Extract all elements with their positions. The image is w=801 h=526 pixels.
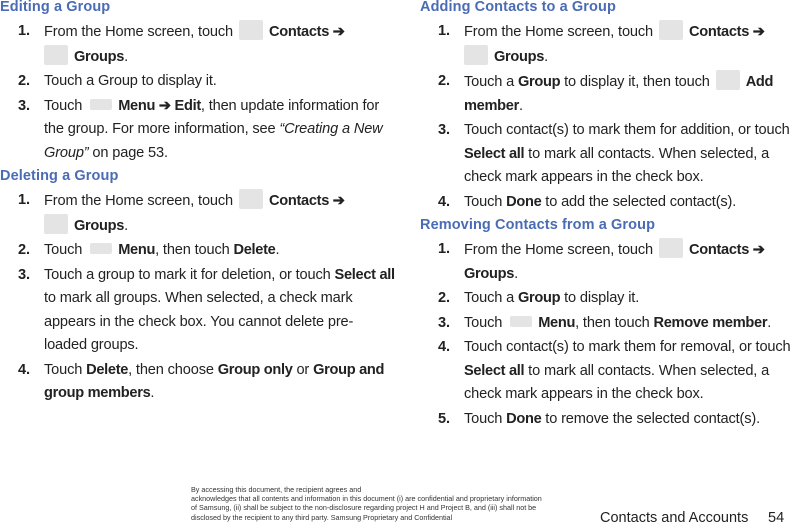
list-item bbox=[420, 312, 801, 336]
right-column bbox=[420, 0, 801, 431]
deleting-steps bbox=[0, 189, 395, 406]
step-number: 3. bbox=[438, 122, 450, 138]
contacts-app-icon bbox=[659, 238, 683, 258]
step-text: to mark all contacts. When selected, a check mark appears in the check box. bbox=[464, 145, 770, 185]
step-number: 2. bbox=[18, 73, 30, 89]
left-column bbox=[0, 0, 395, 406]
contacts-app-icon bbox=[239, 20, 263, 40]
step-text: to display it, then touch bbox=[560, 74, 710, 90]
groups-label: Groups bbox=[494, 48, 545, 65]
list-item bbox=[420, 70, 801, 118]
step-number: 1. bbox=[18, 192, 30, 208]
step-text: Touch bbox=[464, 410, 507, 427]
contacts-label: Contacts ➔ bbox=[269, 24, 345, 40]
list-item bbox=[420, 20, 801, 69]
list-item bbox=[0, 189, 395, 238]
step-text: , then touch bbox=[575, 314, 654, 331]
step-text: Touch a group to mark it for deletion, or touch bbox=[44, 266, 335, 283]
list-item bbox=[420, 408, 801, 432]
editing-group-heading: Editing a Group bbox=[0, 0, 111, 15]
step-number: 5. bbox=[438, 410, 450, 427]
step-text: on page 53. bbox=[88, 144, 168, 161]
step-text: Touch bbox=[464, 314, 503, 331]
step-text: . bbox=[275, 242, 280, 258]
done-label: Done bbox=[506, 193, 542, 210]
adding-contacts-heading: Adding Contacts to a Group bbox=[420, 0, 616, 15]
step-text: . bbox=[518, 97, 523, 114]
menu-key-icon bbox=[90, 99, 112, 110]
menu-key-icon bbox=[90, 243, 112, 254]
contacts-groups-label: Contacts ➔ Groups bbox=[464, 242, 765, 282]
removing-steps bbox=[420, 238, 801, 431]
step-number: 4. bbox=[438, 339, 450, 355]
step-text: to mark all groups. When selected, a check mark appears in the check box. You cannot delete pre-loaded groups. bbox=[44, 290, 354, 353]
select-all-label: Select all bbox=[334, 266, 395, 283]
page-number: 54 bbox=[768, 510, 785, 526]
notice-line: disclosed by the recipient to any third party. Samsung Proprietary and Confidential bbox=[191, 512, 453, 522]
step-text: . bbox=[544, 48, 548, 65]
contacts-label: Contacts ➔ bbox=[269, 193, 345, 209]
menu-label: Menu bbox=[118, 242, 156, 258]
step-text: Touch contact(s) to mark them for addition, or touch bbox=[464, 122, 790, 138]
list-item bbox=[0, 264, 395, 358]
step-text: Touch contact(s) to mark them for removal, or touch bbox=[464, 339, 791, 355]
step-number: 3. bbox=[438, 314, 450, 331]
group-label: Group bbox=[517, 74, 561, 90]
editing-steps bbox=[0, 20, 395, 165]
group-and-members-label: Group and group members bbox=[44, 361, 385, 401]
step-text: , then touch bbox=[155, 242, 234, 258]
step-text: From the Home screen, touch bbox=[44, 24, 233, 40]
list-item bbox=[0, 20, 395, 69]
list-item bbox=[420, 238, 801, 286]
step-text: . bbox=[124, 48, 128, 65]
step-text: Touch bbox=[44, 97, 83, 114]
list-item bbox=[0, 359, 395, 406]
list-item bbox=[420, 191, 801, 215]
step-text: to remove the selected contact(s). bbox=[541, 410, 761, 427]
list-item bbox=[420, 287, 801, 311]
step-text: , then update information for the group. For more information, see bbox=[44, 97, 380, 137]
list-item bbox=[0, 70, 395, 94]
cross-reference-link[interactable]: “Creating a New Group” bbox=[44, 121, 383, 161]
menu-edit-label: Menu ➔ Edit bbox=[118, 97, 201, 114]
list-item bbox=[0, 239, 395, 263]
groups-tab-icon bbox=[44, 214, 68, 234]
step-text: Touch bbox=[464, 193, 507, 210]
step-number: 1. bbox=[18, 23, 30, 39]
groups-label: Groups bbox=[74, 48, 125, 65]
step-number: 2. bbox=[438, 290, 450, 306]
adding-steps bbox=[420, 20, 801, 214]
step-text: From the Home screen, touch bbox=[464, 24, 653, 40]
step-text: Touch bbox=[44, 361, 87, 378]
list-item bbox=[420, 119, 801, 190]
contacts-app-icon bbox=[239, 189, 263, 209]
notice-line: of Samsung, (ii) shall be subject to the non-disclosure regarding project H and Project B, and (iii) shall not be bbox=[191, 503, 537, 513]
step-number: 4. bbox=[438, 193, 450, 210]
notice-line: acknowledges that all contents and information in this document (i) are confidential and proprietary information bbox=[191, 494, 542, 504]
step-text: Touch a bbox=[464, 74, 518, 90]
confidentiality-notice bbox=[191, 485, 611, 522]
select-all-label: Select all bbox=[464, 362, 525, 379]
delete-label: Delete bbox=[86, 361, 129, 378]
step-number: 1. bbox=[438, 23, 450, 39]
menu-key-icon bbox=[510, 316, 532, 327]
footer-section-title: Contacts and Accounts bbox=[600, 510, 749, 526]
add-member-icon bbox=[716, 70, 740, 90]
groups-tab-icon bbox=[44, 45, 68, 65]
step-text: . bbox=[150, 385, 155, 401]
deleting-group-heading: Deleting a Group bbox=[0, 168, 119, 184]
step-text: . bbox=[514, 265, 518, 282]
step-text: From the Home screen, touch bbox=[464, 242, 653, 258]
step-text: to mark all contacts. When selected, a check mark appears in the check box. bbox=[464, 362, 770, 402]
step-text: Touch a bbox=[464, 290, 518, 306]
step-number: 2. bbox=[438, 73, 450, 89]
groups-label: Groups bbox=[74, 217, 125, 234]
step-number: 1. bbox=[438, 241, 450, 257]
step-text: . bbox=[767, 314, 772, 331]
remove-member-label: Remove member bbox=[653, 314, 768, 331]
menu-label: Menu bbox=[538, 314, 576, 331]
step-text: . bbox=[124, 217, 128, 234]
list-item bbox=[0, 95, 395, 166]
contacts-label: Contacts ➔ bbox=[689, 24, 765, 40]
step-text: Touch a Group to display it. bbox=[44, 73, 217, 89]
notice-line: By accessing this document, the recipient agrees and bbox=[191, 485, 362, 494]
groups-tab-icon bbox=[464, 45, 488, 65]
step-number: 3. bbox=[18, 97, 30, 114]
contacts-app-icon bbox=[659, 20, 683, 40]
step-text: to display it. bbox=[560, 290, 640, 306]
group-label: Group bbox=[517, 290, 561, 306]
step-number: 2. bbox=[18, 242, 30, 258]
group-only-label: Group only bbox=[217, 361, 293, 378]
step-number: 4. bbox=[18, 361, 30, 378]
removing-contacts-heading: Removing Contacts from a Group bbox=[420, 217, 656, 233]
select-all-label: Select all bbox=[464, 145, 525, 162]
step-text: , then choose bbox=[128, 361, 218, 378]
list-item bbox=[420, 336, 801, 407]
step-text: Touch bbox=[44, 242, 83, 258]
step-number: 3. bbox=[18, 266, 30, 283]
step-text: or bbox=[292, 361, 314, 378]
step-text: From the Home screen, touch bbox=[44, 193, 233, 209]
done-label: Done bbox=[506, 410, 542, 427]
delete-label: Delete bbox=[233, 242, 276, 258]
step-text: to add the selected contact(s). bbox=[541, 193, 737, 210]
add-member-label: Add member bbox=[464, 74, 774, 114]
